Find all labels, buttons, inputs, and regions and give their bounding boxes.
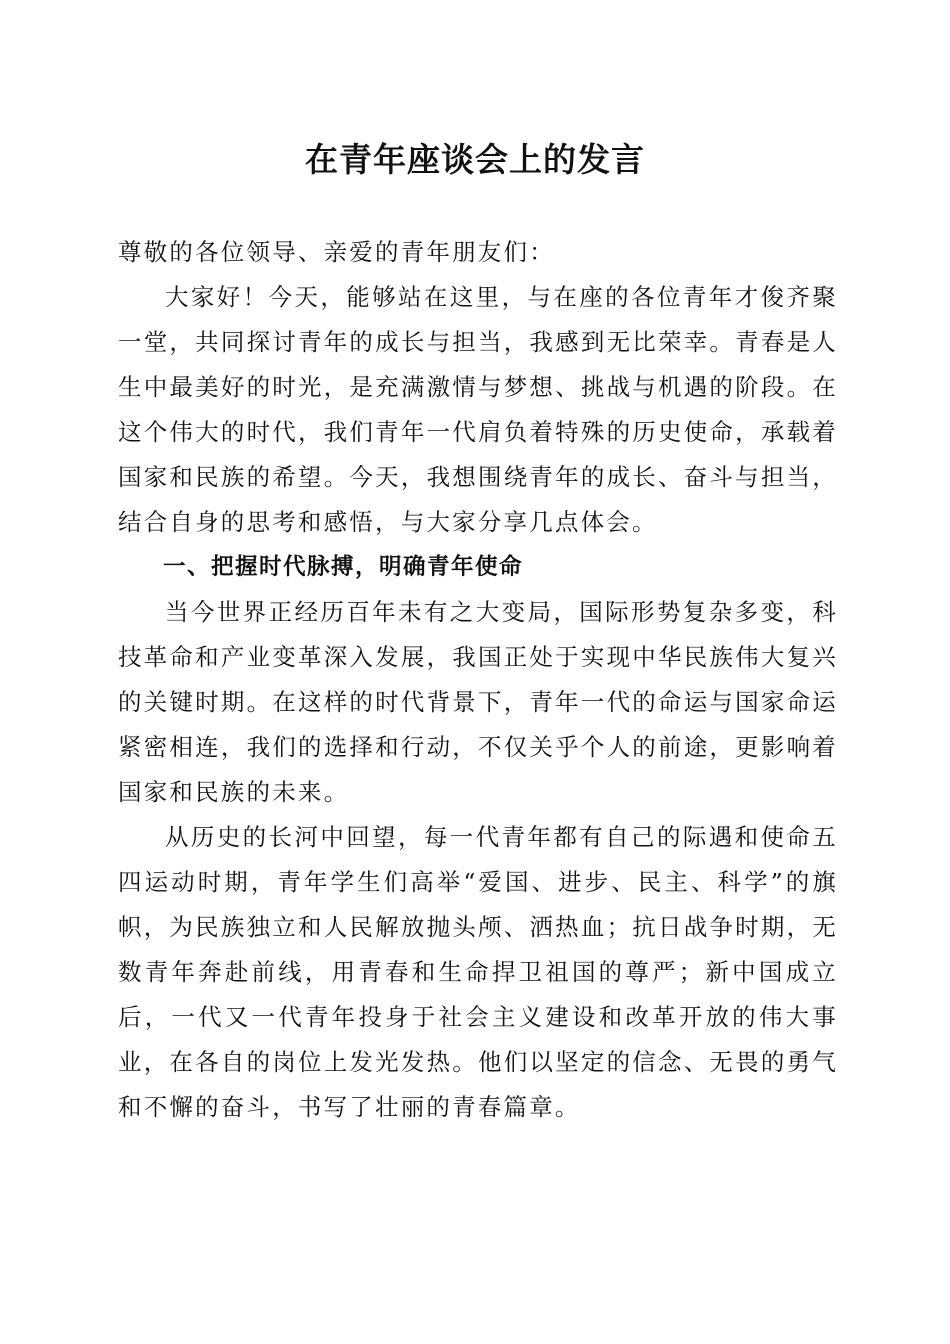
- document-body: [118, 230, 838, 1130]
- section-paragraph: 从历史的长河中回望，每一代青年都有自己的际遇和使命五四运动时期，青年学生们高举“爱国、进步、民主、科学”的旗帜，为民族独立和人民解放抛头颅、洒热血；抗日战争时期，无数青年奔赴前线，用青春和生命捍卫祖国的尊严；新中国成立后，一代又一代青年投身于社会主义建设和改革开放的伟大事业，在各自的岗位上发光发热。他们以坚定的信念、无畏的勇气和不懈的奋斗，书写了壮丽的青春篇章。: [118, 823, 838, 1121]
- section-paragraph: 当今世界正经历百年未有之大变局，国际形势复杂多变，科技革命和产业变革深入发展，我国正处于实现中华民族伟大复兴的关键时期。在这样的时代背景下，青年一代的命运与国家命运紧密相连，我们的选择和行动，不仅关乎个人的前途，更影响着国家和民族的未来。: [118, 598, 838, 806]
- document-title: 在青年座谈会上的发言: [305, 140, 645, 179]
- opening-paragraph: 大家好！今天，能够站在这里，与在座的各位青年才俊齐聚一堂，共同探讨青年的成长与担当，我感到无比荣幸。青春是人生中最美好的时光，是充满激情与梦想、挑战与机遇的阶段。在这个伟大的时代，我们青年一代肩负着特殊的历史使命，承载着国家和民族的希望。今天，我想围绕青年的成长、奋斗与担当，结合自身的思考和感悟，与大家分享几点体会。: [118, 283, 838, 536]
- salutation: 尊敬的各位领导、亲爱的青年朋友们：: [118, 238, 555, 266]
- section-heading: 一、把握时代脉搏，明确青年使命: [163, 554, 524, 580]
